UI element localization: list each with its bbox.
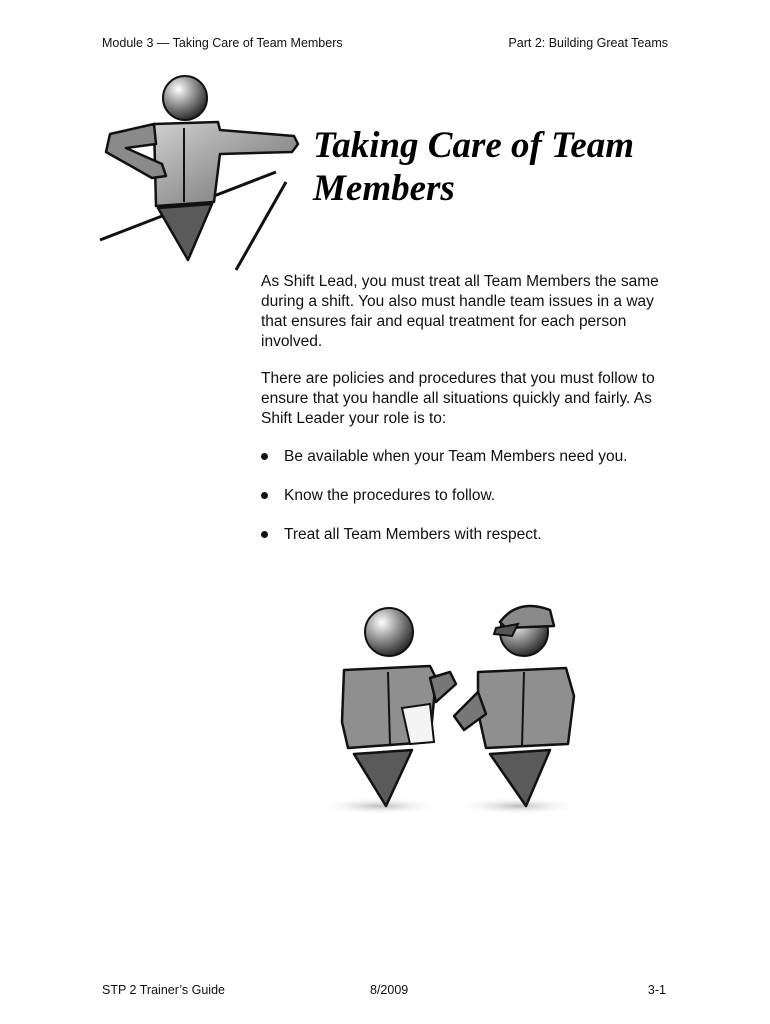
bullet-icon	[261, 531, 268, 538]
intro-paragraph: As Shift Lead, you must treat all Team Members the same during a shift. You also must handle team issues in a way that ensures fair and equal treatment for each person involved.	[261, 273, 659, 350]
list-item	[261, 447, 671, 486]
footer-date: 8/2009	[370, 983, 409, 997]
list-item	[261, 486, 671, 525]
role-bullet-list	[261, 447, 671, 564]
bullet-icon	[261, 492, 268, 499]
list-item-text: Be available when your Team Members need you.	[284, 448, 628, 465]
pointing-figure-illustration	[96, 72, 306, 277]
page-number: 3-1	[647, 983, 666, 997]
page-title: Taking Care of Team Members	[313, 125, 635, 209]
list-item-text: Treat all Team Members with respect.	[284, 526, 542, 543]
running-header-left: Module 3 — Taking Care of Team Members	[102, 36, 343, 50]
running-header-right: Part 2: Building Great Teams	[508, 36, 668, 50]
bullet-icon	[261, 453, 268, 460]
role-paragraph: There are policies and procedures that you must follow to ensure that you handle all situations quickly and fairly. As Shift Leader your role is to:	[261, 370, 655, 427]
list-item-text: Know the procedures to follow.	[284, 487, 496, 504]
two-team-members-illustration	[318, 592, 588, 827]
list-item	[261, 525, 671, 564]
footer-guide-name: STP 2 Trainer’s Guide	[102, 983, 225, 997]
